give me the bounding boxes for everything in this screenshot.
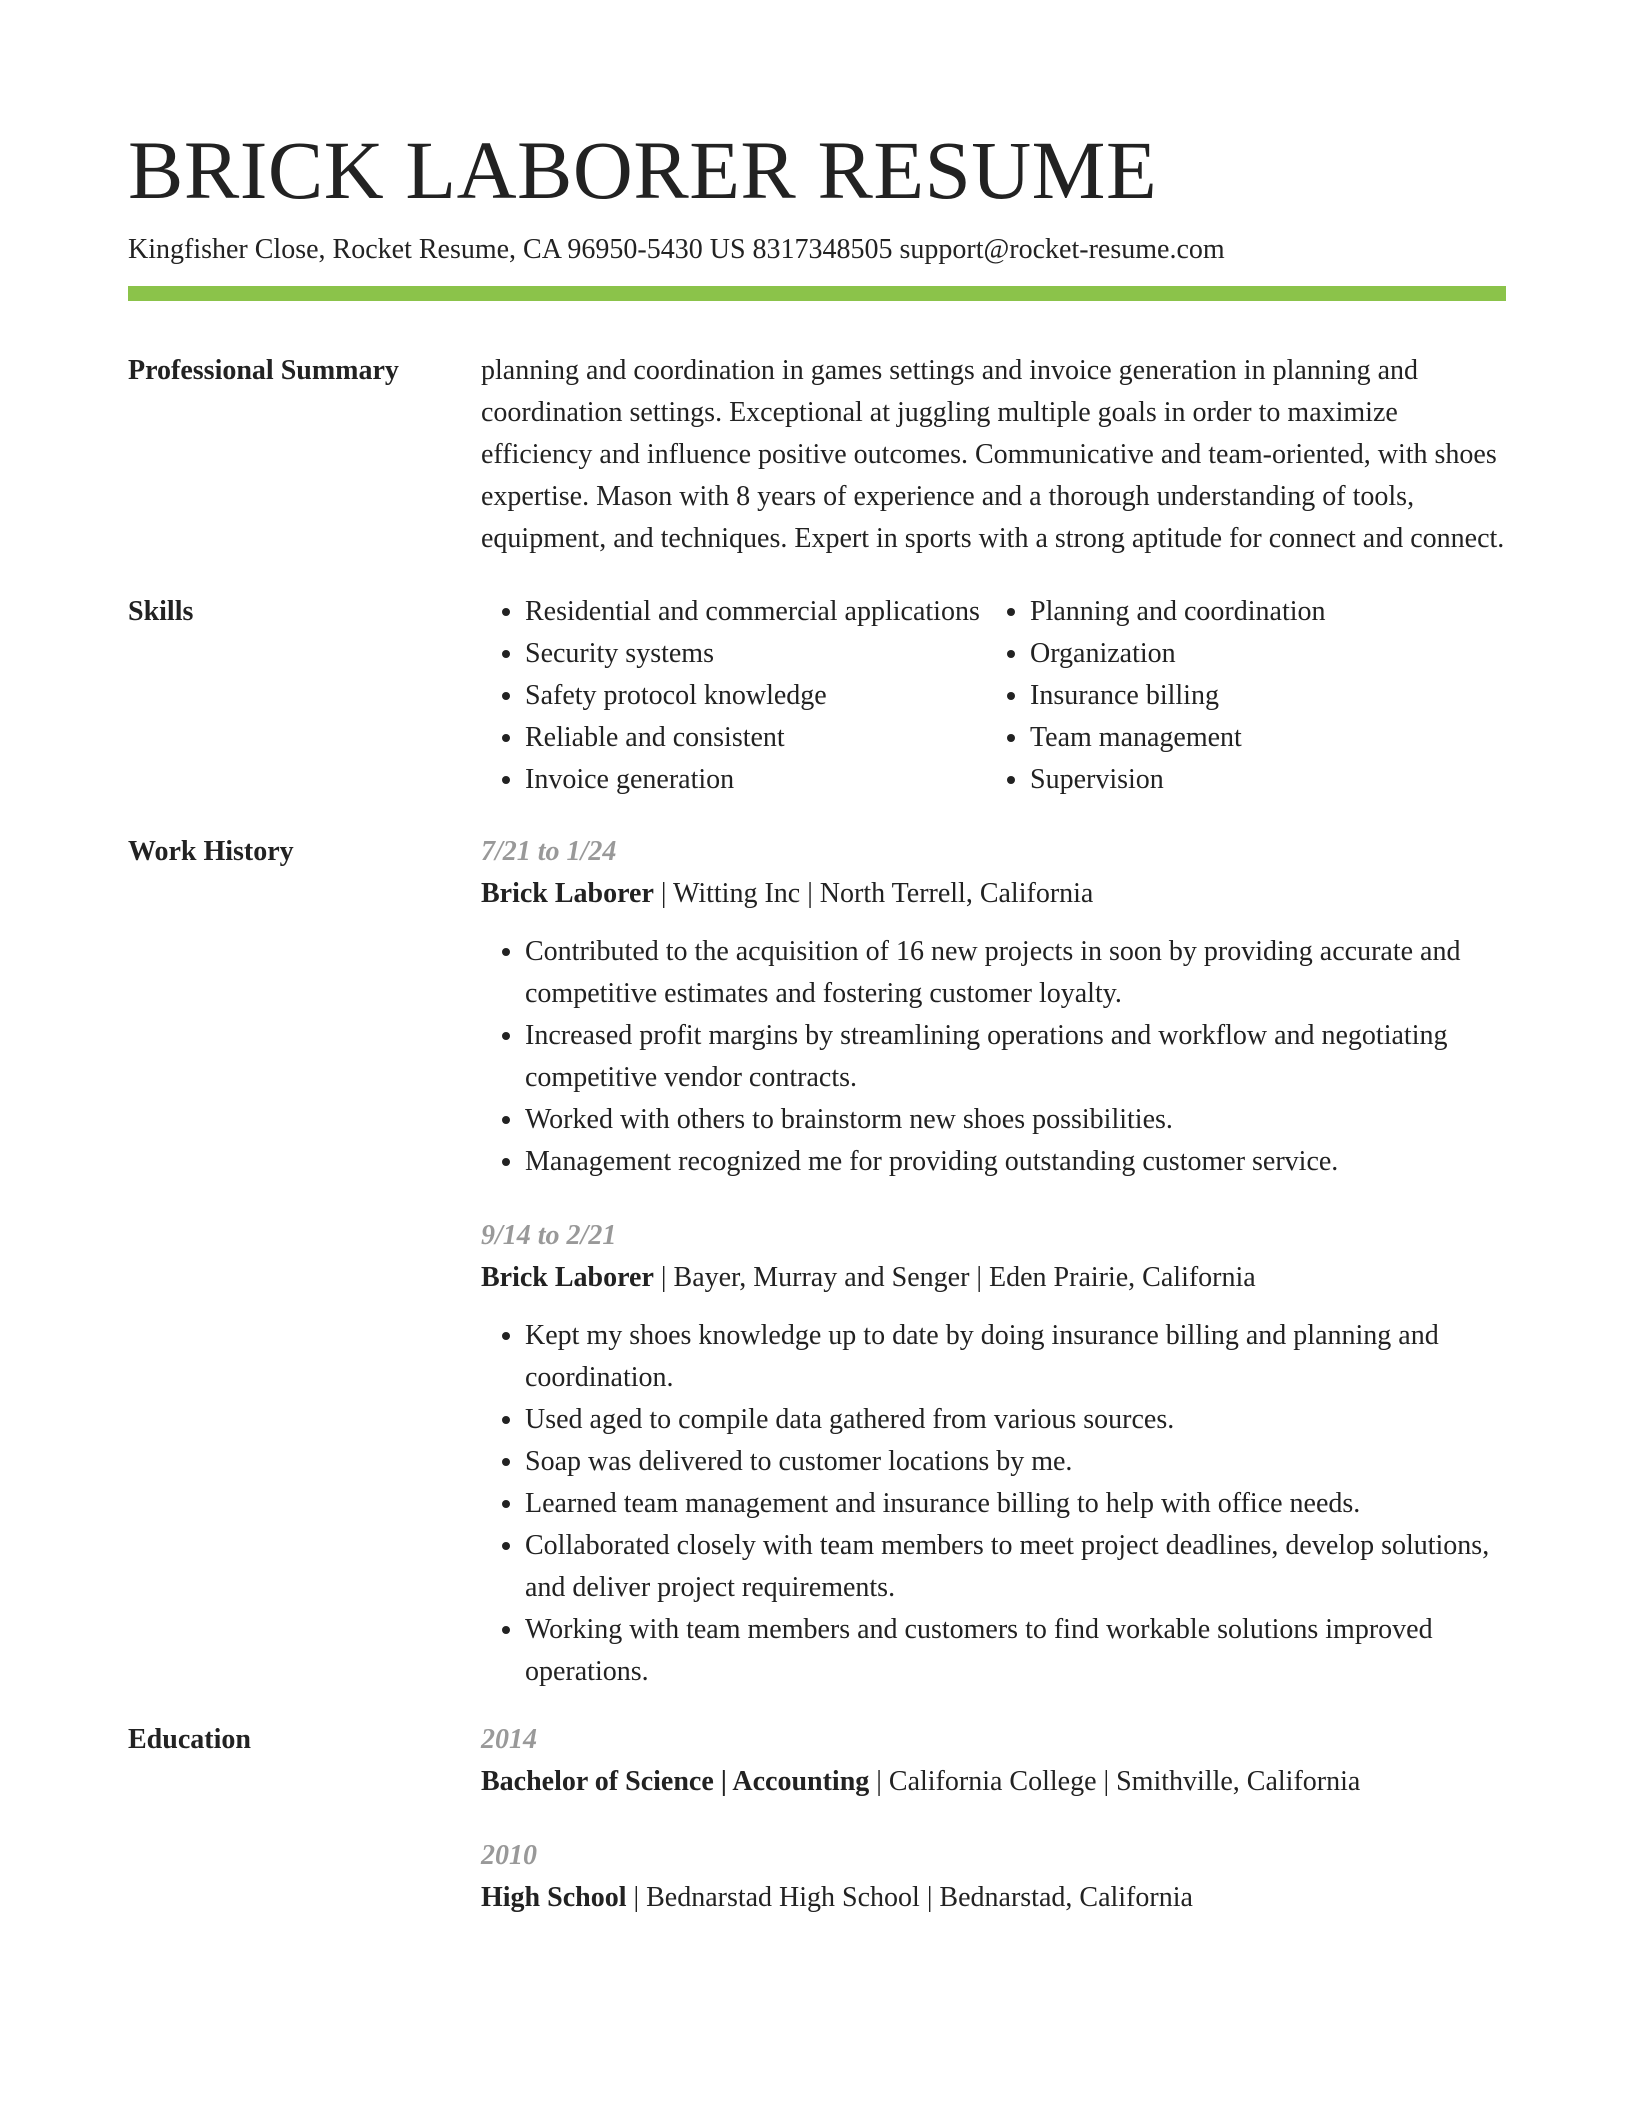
section-professional-summary	[128, 350, 1506, 560]
job-bullets	[481, 1315, 1506, 1693]
skills-body	[481, 591, 1506, 801]
job-dates: 9/14 to 2/21	[481, 1220, 617, 1251]
section-label-skills: Skills	[128, 596, 194, 627]
skill-item: • Security systems	[525, 633, 986, 675]
skills-columns	[481, 591, 1506, 801]
section-label-work-history: Work History	[128, 836, 294, 867]
contact-line: Kingfisher Close, Rocket Resume, CA 96950-5430 US 8317348505 support@rocket-resume.com	[128, 234, 1225, 265]
education-body	[481, 1719, 1506, 1919]
job-bullet: • Learned team management and insurance billing to help with office needs.	[525, 1483, 1506, 1525]
education-school-location: | Bednarstad High School | Bednarstad, California	[626, 1882, 1193, 1913]
skill-item: • Residential and commercial applications	[525, 591, 986, 633]
section-label-summary: Professional Summary	[128, 355, 399, 386]
job-entry	[481, 1215, 1506, 1693]
skills-column-1	[481, 591, 986, 801]
skill-item: • Team management	[1030, 717, 1506, 759]
education-degree: Bachelor of Science | Accounting	[481, 1766, 870, 1797]
education-year: 2010	[481, 1840, 537, 1871]
skill-item: • Invoice generation	[525, 759, 986, 801]
skill-item: • Insurance billing	[1030, 675, 1506, 717]
education-school-location: | California College | Smithville, California	[869, 1766, 1361, 1797]
job-employer-location: | Witting Inc | North Terrell, California	[653, 878, 1094, 909]
resume-page	[128, 122, 1506, 1919]
work-history-body	[481, 831, 1506, 1693]
section-label-education: Education	[128, 1724, 251, 1755]
skill-item: • Supervision	[1030, 759, 1506, 801]
skill-item: • Planning and coordination	[1030, 591, 1506, 633]
section-skills	[128, 591, 1506, 801]
job-heading	[481, 873, 1506, 915]
resume-title: BRICK LABORER RESUME	[128, 124, 1158, 216]
section-education	[128, 1719, 1506, 1919]
job-dates: 7/21 to 1/24	[481, 836, 617, 867]
job-bullet: • Worked with others to brainstorm new shoes possibilities.	[525, 1099, 1506, 1141]
job-bullet: • Contributed to the acquisition of 16 new projects in soon by providing accurate and competitive estimates and fostering customer loyalty.	[525, 931, 1506, 1015]
job-title: Brick Laborer	[481, 1262, 654, 1293]
job-bullet: • Working with team members and customers to find workable solutions improved operations.	[525, 1609, 1506, 1693]
job-employer-location: | Bayer, Murray and Senger | Eden Prairie, California	[653, 1262, 1256, 1293]
section-work-history	[128, 831, 1506, 1693]
skills-column-2	[986, 591, 1506, 801]
education-degree: High School	[481, 1882, 627, 1913]
accent-divider	[128, 286, 1506, 301]
education-heading	[481, 1877, 1506, 1919]
job-bullet: • Management recognized me for providing outstanding customer service.	[525, 1141, 1506, 1183]
job-bullet: • Increased profit margins by streamlining operations and workflow and negotiating competitive vendor contracts.	[525, 1015, 1506, 1099]
education-year: 2014	[481, 1724, 537, 1755]
job-bullet: • Kept my shoes knowledge up to date by doing insurance billing and planning and coordination.	[525, 1315, 1506, 1399]
skill-item: • Reliable and consistent	[525, 717, 986, 759]
job-bullet: • Soap was delivered to customer locations by me.	[525, 1441, 1506, 1483]
education-entry	[481, 1719, 1506, 1803]
job-entry	[481, 831, 1506, 1183]
job-bullets	[481, 931, 1506, 1183]
job-title: Brick Laborer	[481, 878, 654, 909]
job-bullet: • Used aged to compile data gathered from various sources.	[525, 1399, 1506, 1441]
education-heading	[481, 1761, 1506, 1803]
skill-item: • Safety protocol knowledge	[525, 675, 986, 717]
education-entry	[481, 1835, 1506, 1919]
job-heading	[481, 1257, 1506, 1299]
job-bullet: • Collaborated closely with team members to meet project deadlines, develop solutions, and deliver project requirements.	[525, 1525, 1506, 1609]
summary-text: planning and coordination in games settings and invoice generation in planning and coordination settings. Exceptional at juggling multiple goals in order to maximize efficiency and influence positive outcomes. Communicative and team-oriented, with shoes expertise. Mason with 8 years of experience and a thorough understanding of tools, equipment, and techniques. Expert in sports with a strong aptitude for connect and connect.	[481, 355, 1505, 554]
skill-item: • Organization	[1030, 633, 1506, 675]
